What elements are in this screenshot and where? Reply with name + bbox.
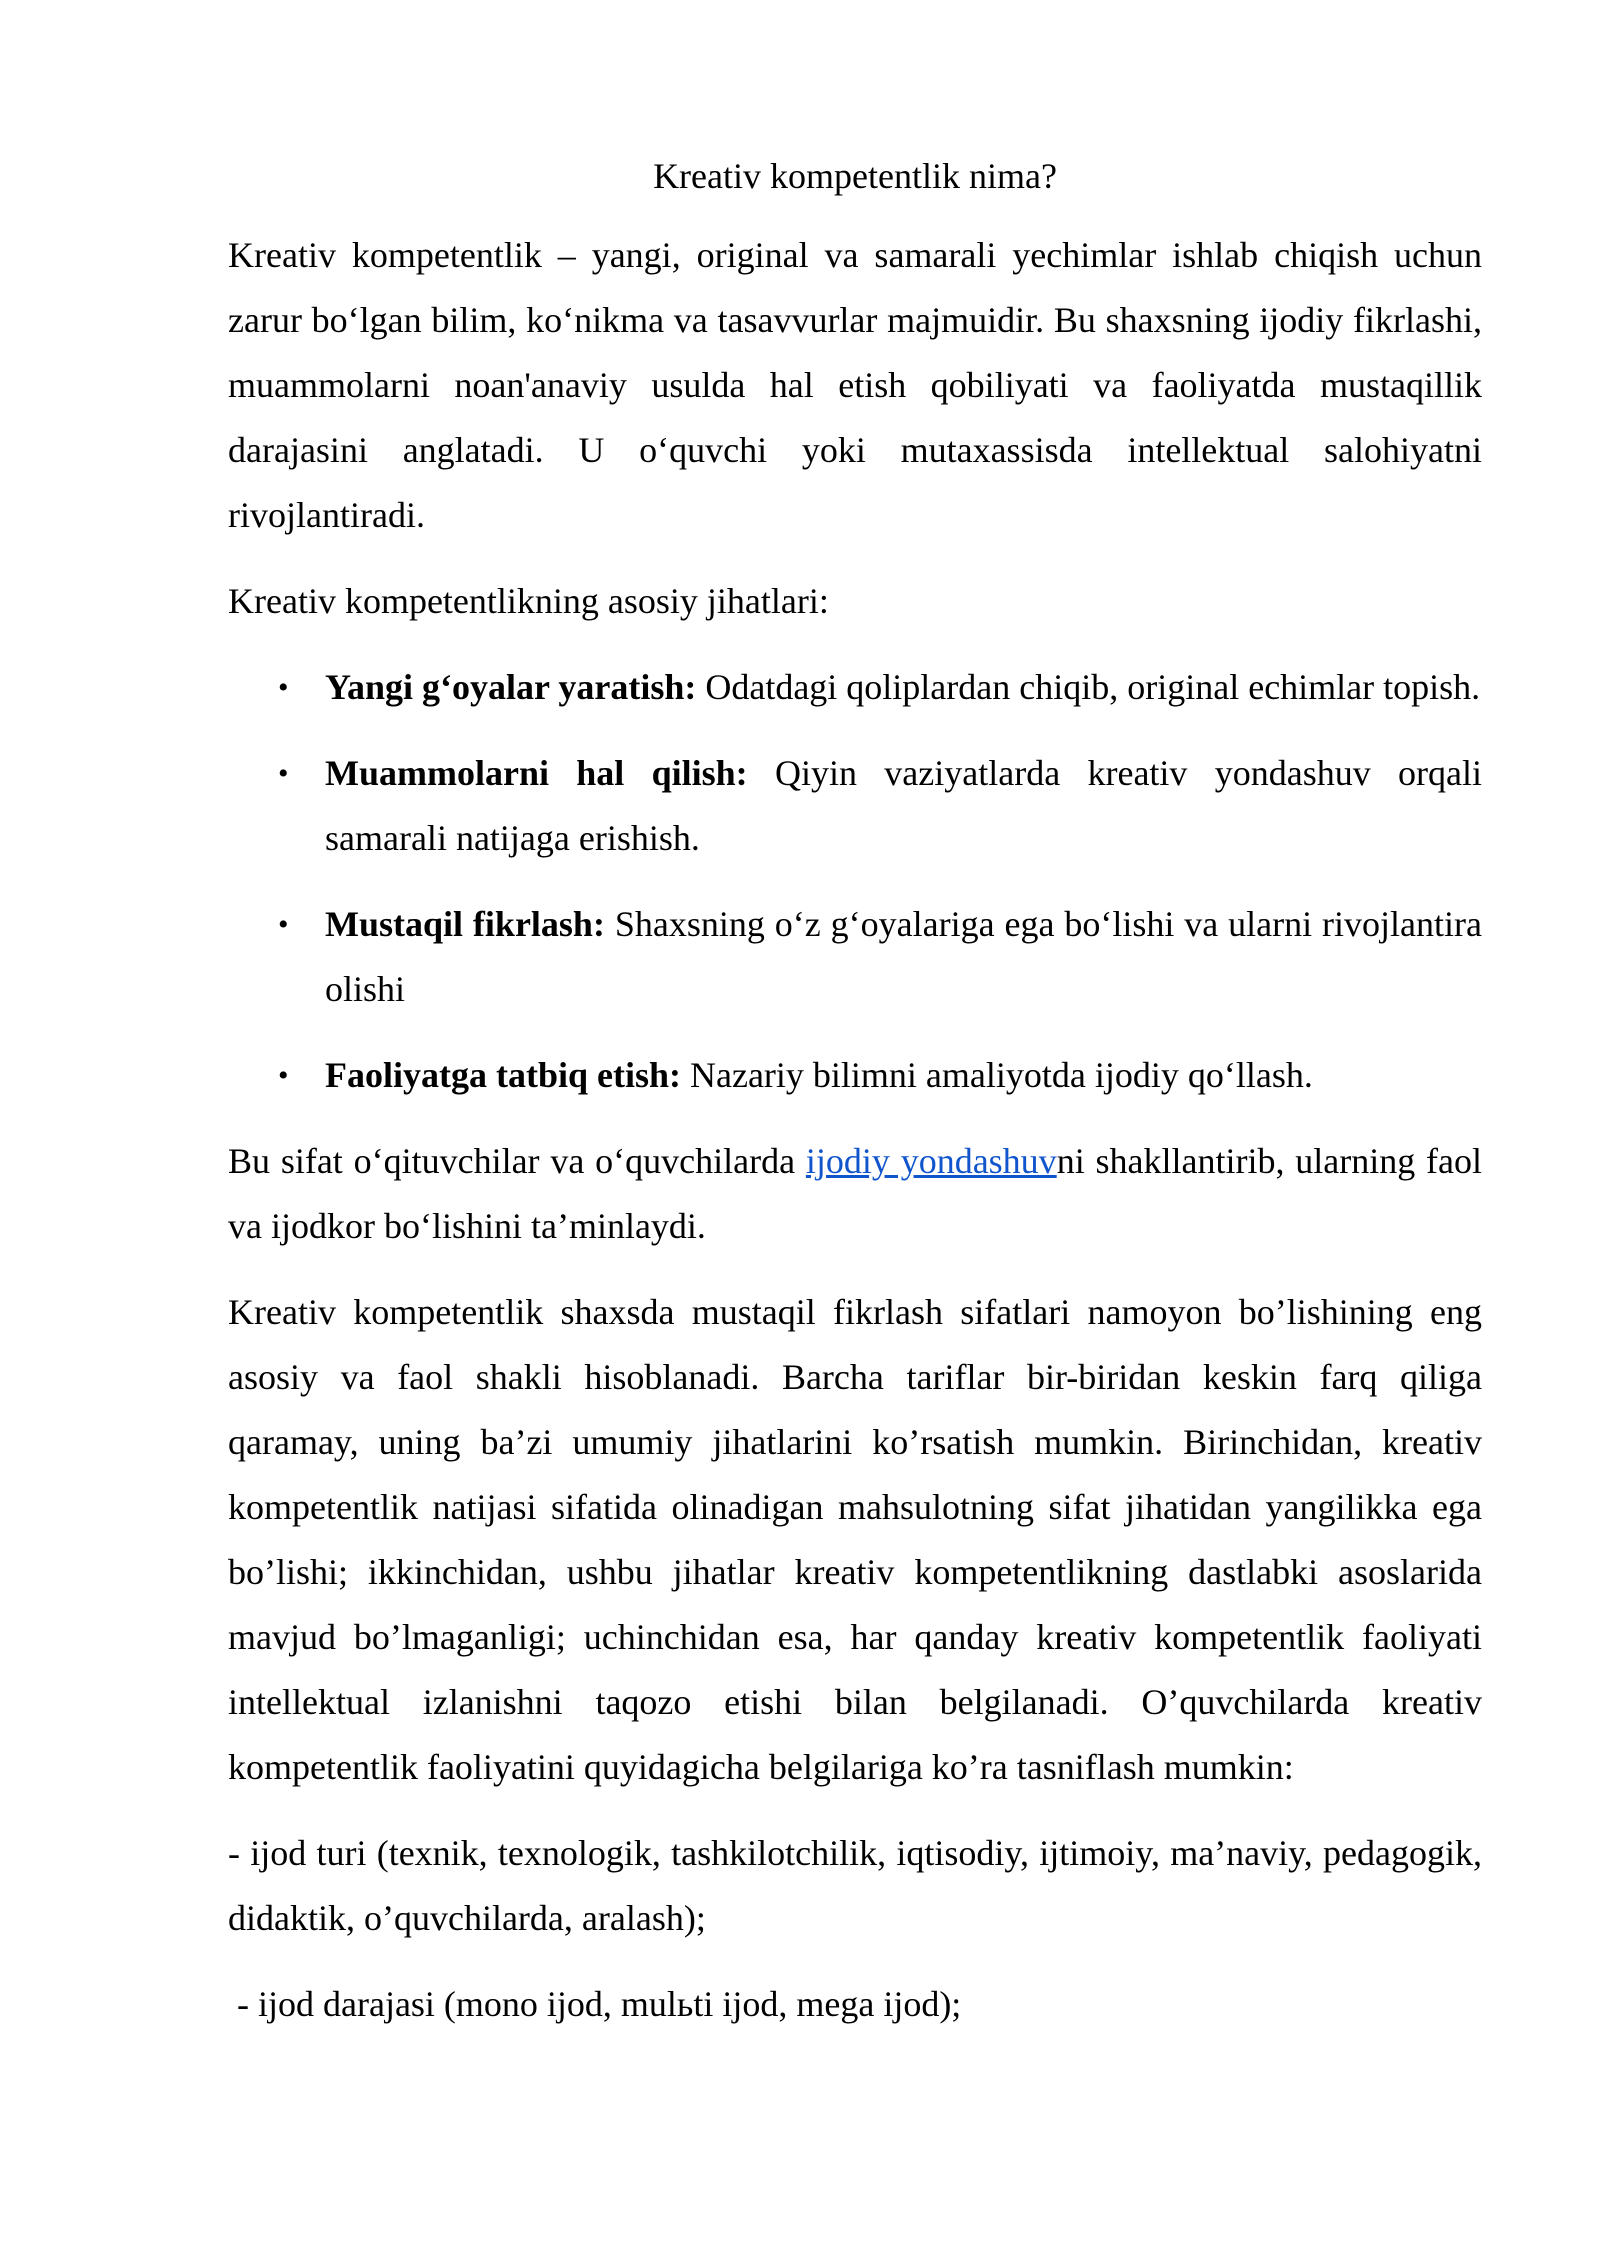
ijodiy-yondashuv-link[interactable]: ijodiy yondashuv — [805, 1141, 1057, 1181]
list-item — [228, 1043, 1482, 1108]
document-page — [228, 150, 1482, 2058]
aspects-heading: Kreativ kompetentlikning asosiy jihatlari: — [228, 581, 829, 621]
body-paragraph: Kreativ kompetentlik shaxsda mustaqil fikrlash sifatlari namoyon bo’lishining eng asosiy va faol shakli hisoblanadi. Barcha tariflar bir-biridan keskin farq qiliga qaramay, uning ba’zi umumiy jihatlarini ko’rsatish mumkin. Birinchidan, kreativ kompetentlik natijasi sifatida olinadigan mahsulotning sifat jihatidan yangilikka ega bo’lishi; ikkinchidan, ushbu jihatlar kreativ kompetentlikning dastlabki asoslarida mavjud bo’lmaganligi; uchinchidan esa, har qanday kreativ kompetentlik faoliyati intellektual izlanishni taqozo etishi bilan belgilanadi. O’quvchilarda kreativ kompetentlik faoliyatini quyidagicha belgilariga ko’ra tasniflash mumkin: — [228, 1292, 1482, 1787]
aspect-term: Mustaqil fikrlash: — [325, 904, 605, 944]
aspect-term: Muammolarni hal qilish: — [325, 753, 748, 793]
approach-text-after: ni shakllantirib, ularning faol va ijodkor bo‘lishini ta’minlaydi. — [228, 1141, 1483, 1246]
list-item — [228, 655, 1482, 720]
approach-paragraph — [228, 1129, 1482, 1259]
aspects-list — [228, 655, 1482, 1108]
bullet-icon: • — [278, 757, 289, 790]
aspect-text: Nazariy bilimni amaliyotda ijodiy qo‘llash. — [681, 1055, 1313, 1095]
creativity-type-item: - ijod turi (texnik, texnologik, tashkilotchilik, iqtisodiy, ijtimoiy, ma’naviy, pedagogik, didaktik, o’quvchilarda, aralash); — [228, 1833, 1482, 1938]
aspect-term: Faoliyatga tatbiq etish: — [325, 1055, 681, 1095]
approach-text-before: Bu sifat o‘qituvchilar va o‘quvchilarda — [228, 1141, 806, 1181]
aspect-text: Qiyin vaziyatlarda kreativ yondashuv orqali samarali natijaga erishish. — [325, 753, 1482, 858]
bullet-icon: • — [278, 908, 289, 941]
intro-paragraph: Kreativ kompetentlik – yangi, original va samarali yechimlar ishlab chiqish uchun zarur bo‘lgan bilim, ko‘nikma va tasavvurlar majmuidir. Bu shaxsning ijodiy fikrlashi, muammolarni noan'anaviy usulda hal etish qobiliyati va faoliyatda mustaqillik darajasini anglatadi. U o‘quvchi yoki mutaxassisda intellektual salohiyatni rivojlantiradi. — [228, 235, 1482, 535]
document-title: Kreativ kompetentlik nima? — [653, 156, 1057, 196]
list-item — [228, 892, 1482, 1022]
list-item — [228, 741, 1482, 871]
aspect-term: Yangi g‘oyalar yaratish: — [325, 667, 697, 707]
aspect-text: Odatdagi qoliplardan chiqib, original echimlar topish. — [696, 667, 1481, 707]
bullet-icon: • — [278, 671, 289, 704]
bullet-icon: • — [278, 1059, 289, 1092]
creativity-level-item: - ijod darajasi (mono ijod, mulьti ijod, mega ijod); — [237, 1984, 962, 2024]
aspect-text: Shaxsning o‘z g‘oyalariga ega bo‘lishi va ularni rivojlantira olishi — [325, 904, 1482, 1009]
